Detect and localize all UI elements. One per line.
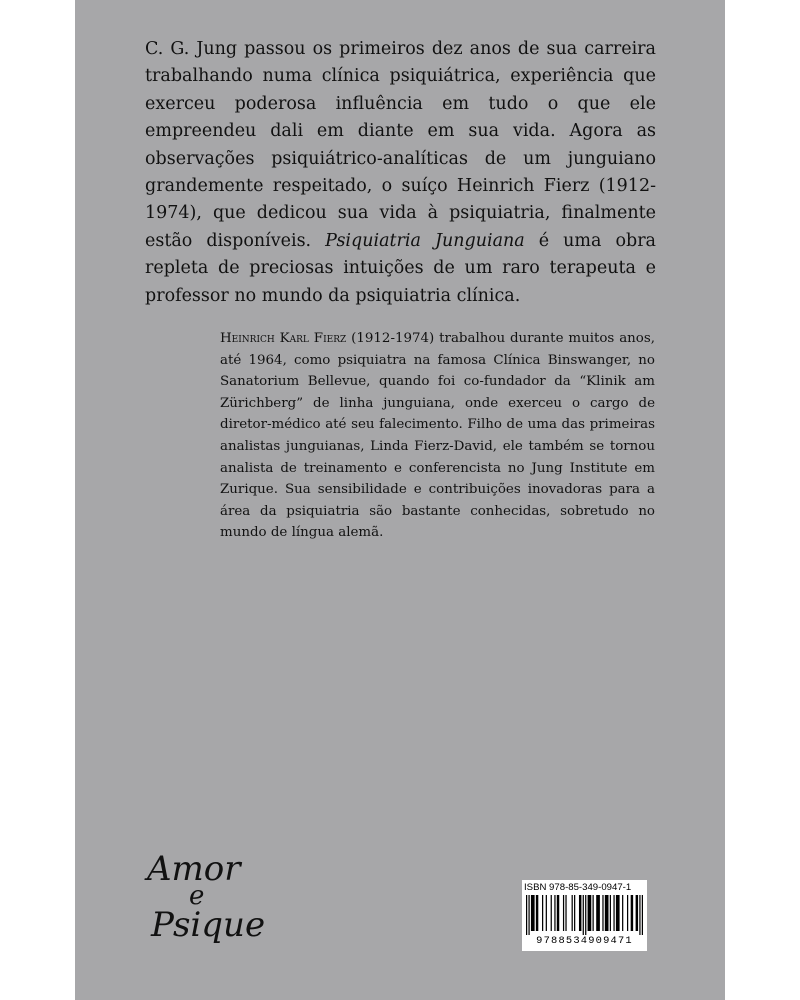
isbn-label: ISBN 978-85-349-0947-1 (524, 882, 632, 893)
author-bio-text: (1912-1974) trabalhou durante muitos anos, até 1964, como psiquiatra na famosa Clínica Binswanger, no Sanatorium Bellevue, quando foi co-fundador da “Klinik am Zürichberg” de linha junguiana, onde exerceu o cargo de diretor-médico até seu falecimento. Filho de uma das primeiras analistas junguianas, Linda Fierz-David, ele também se tornou analista de treinamento e conferencista no Jung Institute em Zurique. Sua sensibilidade e contribuições inovadoras para a área da psiquiatria são bastante conhecidas, sobretudo no mundo de língua alemã. (220, 331, 655, 541)
barcode-bar (572, 895, 573, 931)
barcode-bar (602, 895, 603, 931)
publisher-logo (145, 849, 266, 950)
barcode-bar (639, 895, 640, 935)
publisher-logo-mark (145, 849, 266, 950)
barcode-bar (622, 895, 623, 931)
book-back-cover (75, 0, 725, 1000)
blurb-text-start: C. G. Jung passou os primeiros dez anos de sua carreira trabalhando numa clínica psiquiátrica, experiência que exerceu poderosa influência em tudo o que ele empreendeu dali em diante em sua vida. Agora as observações psiquiátrico-analíticas de um junguiano grandemente respeitado, o suíço Heinrich Fierz (1912-1974), que dedicou sua vida à psiquiatria, finalmente estão disponíveis. (145, 39, 656, 251)
author-name: Heinrich Karl Fierz (220, 331, 347, 346)
barcode-bar (613, 895, 614, 931)
barcode-bar (563, 895, 564, 931)
barcode-bar (605, 895, 609, 931)
barcode-bar (557, 895, 559, 931)
logo-word-e: e (189, 881, 205, 911)
book-title-italic: Psiquiatria Junguiana (325, 230, 525, 251)
barcode-bar (610, 895, 611, 931)
logo-word-amor: Amor (147, 849, 241, 889)
barcode-bar (531, 895, 535, 931)
barcode-bar (546, 895, 547, 931)
barcode-bar (528, 895, 529, 935)
barcode-bar (616, 895, 620, 931)
barcode-bar (526, 895, 527, 935)
barcode-bar (542, 895, 543, 931)
author-bio-paragraph (220, 328, 655, 544)
barcode-bar (585, 895, 586, 935)
barcode-bar (631, 895, 633, 931)
barcode-bar (565, 895, 566, 931)
barcode-bar (642, 895, 643, 935)
barcode-bar (574, 895, 575, 931)
barcode-bar (588, 895, 592, 931)
barcode-bar (636, 895, 638, 931)
blurb-paragraph (145, 36, 656, 310)
barcode-bars (526, 895, 643, 935)
barcode-bar (536, 895, 538, 931)
isbn-barcode (522, 880, 647, 951)
barcode-bar (596, 895, 600, 931)
blurb-text-end: é uma obra repleta de preciosas intuições de um raro terapeuta e professor no mundo da psiquiatria clínica. (145, 230, 656, 306)
barcode-bar (627, 895, 628, 931)
barcode-bar (583, 895, 584, 935)
barcode-digits: 9788534909471 (536, 935, 633, 947)
barcode-bar (554, 895, 555, 931)
logo-word-psique: Psique (151, 905, 266, 945)
barcode-bar (593, 895, 594, 931)
barcode-bar (579, 895, 581, 931)
barcode-bar (551, 895, 552, 931)
